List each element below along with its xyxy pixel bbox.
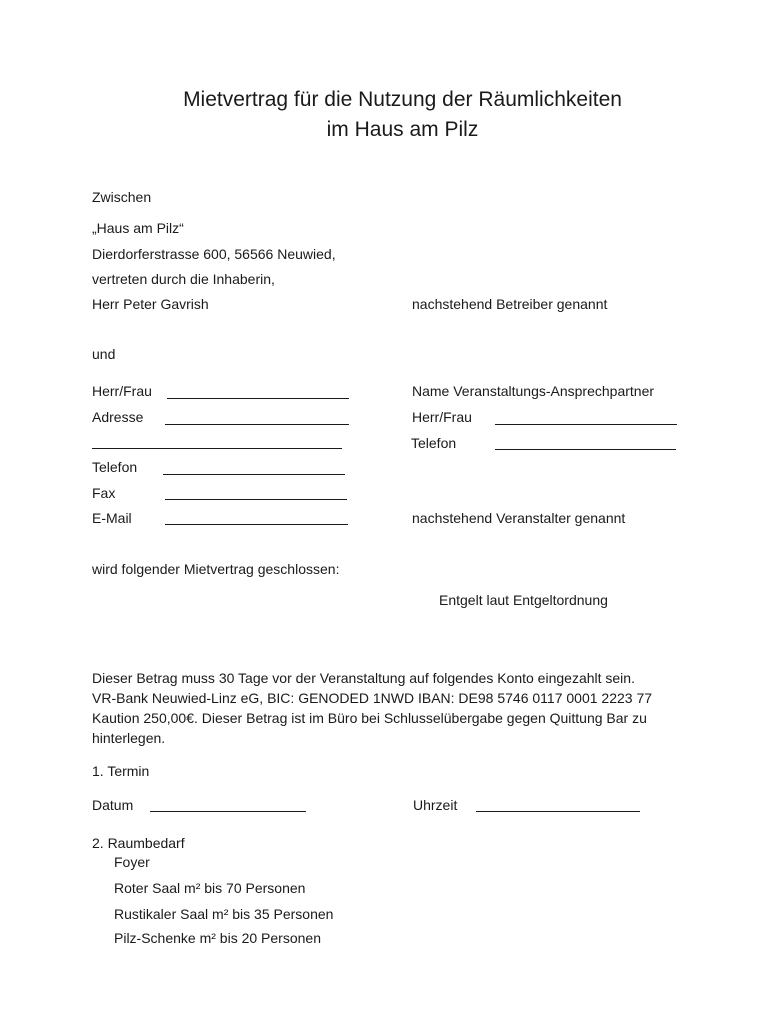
operator-name: „Haus am Pilz“ xyxy=(92,220,184,236)
uhrzeit-blank[interactable] xyxy=(476,811,640,812)
document-title-line1: Mietvertrag für die Nutzung der Räumlichkeiten xyxy=(183,88,622,111)
payment-line-4: hinterlegen. xyxy=(92,730,166,746)
datum-label: Datum xyxy=(92,797,134,813)
represented-by: vertreten durch die Inhaberin, xyxy=(92,271,275,287)
room-item-rustikaler-saal: Rustikaler Saal m² bis 35 Personen xyxy=(114,906,334,922)
and-label: und xyxy=(92,346,116,362)
document-title-line2: im Haus am Pilz xyxy=(326,118,479,141)
between-label: Zwischen xyxy=(92,189,152,205)
raumbedarf-heading: 2. Raumbedarf xyxy=(92,835,185,851)
room-item-foyer: Foyer xyxy=(114,854,150,870)
contract-concluded: wird folgender Mietvertrag geschlossen: xyxy=(92,561,340,577)
datum-blank[interactable] xyxy=(150,811,306,812)
owner-name: Herr Peter Gavrish xyxy=(92,296,209,312)
room-item-pilz-schenke: Pilz-Schenke m² bis 20 Personen xyxy=(114,930,321,946)
room-item-roter-saal: Roter Saal m² bis 70 Personen xyxy=(114,880,306,896)
termin-heading: 1. Termin xyxy=(92,763,150,779)
email-label: E-Mail xyxy=(92,510,132,526)
operator-note: nachstehend Betreiber genannt xyxy=(412,296,608,312)
payment-paragraph xyxy=(92,668,732,748)
telefon-label: Telefon xyxy=(92,459,138,475)
fee-note: Entgelt laut Entgeltordnung xyxy=(439,592,608,608)
email-blank[interactable] xyxy=(165,524,348,525)
contact-heading: Name Veranstaltungs-Ansprechpartner xyxy=(412,383,655,399)
fax-blank[interactable] xyxy=(165,499,347,500)
adresse-label: Adresse xyxy=(92,409,144,425)
uhrzeit-label: Uhrzeit xyxy=(413,797,458,813)
herr-frau-label: Herr/Frau xyxy=(92,383,152,399)
payment-line-1: Dieser Betrag muss 30 Tage vor der Veranstaltung auf folgendes Konto eingezahlt sein. xyxy=(92,670,635,686)
herr-frau-blank[interactable] xyxy=(167,398,349,399)
adresse-blank-2[interactable] xyxy=(92,448,342,449)
telefon-blank[interactable] xyxy=(163,474,345,475)
payment-line-2: VR-Bank Neuwied-Linz eG, BIC: GENODED 1NWD IBAN: DE98 5746 0117 0001 2223 77 xyxy=(92,690,653,706)
contact-telefon-blank[interactable] xyxy=(495,449,676,450)
fax-label: Fax xyxy=(92,485,116,501)
contact-telefon-label: Telefon xyxy=(411,435,457,451)
organizer-note: nachstehend Veranstalter genannt xyxy=(412,510,626,526)
contact-herr-frau-blank[interactable] xyxy=(495,424,677,425)
adresse-blank[interactable] xyxy=(165,424,349,425)
operator-address: Dierdorferstrasse 600, 56566 Neuwied, xyxy=(92,246,336,262)
contact-herr-frau-label: Herr/Frau xyxy=(412,409,472,425)
payment-line-3: Kaution 250,00€. Dieser Betrag ist im Büro bei Schlusselübergabe gegen Quittung Bar zu xyxy=(92,710,647,726)
